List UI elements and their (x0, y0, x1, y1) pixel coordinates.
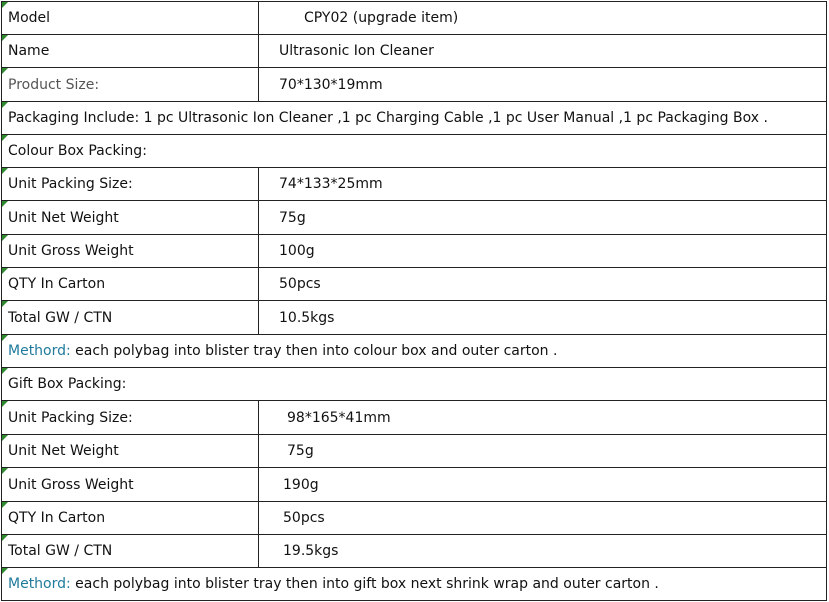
name-label: Name (8, 43, 50, 59)
row-label (1, 168, 258, 200)
row-value (258, 468, 827, 501)
cell-marker (2, 468, 8, 474)
total-gw-ctn-value: 10.5kgs (279, 309, 335, 326)
row-value (258, 201, 827, 234)
qty-in-carton-label: QTY In Carton (8, 510, 106, 526)
table-row (1, 400, 827, 434)
cell-marker (2, 502, 8, 508)
method-text: each polybag into blister tray then into gift box next shrink wrap and outer carton . (70, 576, 659, 592)
cell-marker (2, 235, 8, 241)
row-label (1, 35, 258, 67)
cell-marker (2, 401, 8, 407)
table-row (1, 101, 827, 134)
table-row (1, 534, 827, 567)
qty-in-carton-value: 50pcs (279, 276, 321, 292)
table-row (1, 300, 827, 334)
row-value (258, 2, 827, 34)
row-value (258, 235, 827, 267)
unit-net-weight-label: Unit Net Weight (8, 209, 119, 226)
cell-marker (2, 68, 8, 74)
model-value: CPY02 (upgrade item) (304, 10, 459, 26)
row-label (1, 235, 258, 267)
cell-marker (2, 168, 8, 174)
method-label: Methord: (8, 343, 71, 359)
gift-box-heading: Gift Box Packing: (8, 376, 127, 392)
total-gw-ctn-label: Total GW / CTN (8, 309, 113, 326)
row-value (258, 268, 827, 300)
cell-marker (2, 35, 8, 41)
cell-marker (2, 301, 8, 307)
table-row (1, 334, 827, 367)
unit-gross-weight-label: Unit Gross Weight (8, 243, 134, 259)
unit-gross-weight-value: 100g (279, 243, 315, 259)
unit-packing-size-value: 98*165*41mm (287, 409, 391, 426)
cell-marker (2, 568, 8, 574)
row-label (1, 2, 258, 34)
row-value (258, 35, 827, 67)
table-row (1, 501, 827, 534)
table-row (1, 434, 827, 467)
row-value (258, 68, 827, 101)
row-value (258, 401, 827, 434)
row-full (1, 102, 827, 134)
packaging-include-text: Packaging Include: 1 pc Ultrasonic Ion Cleaner ,1 pc Charging Cable ,1 pc User Manual ,1 pc Packaging Box . (8, 110, 768, 126)
table-row (1, 200, 827, 234)
table-row (1, 367, 827, 400)
qty-in-carton-label: QTY In Carton (8, 276, 106, 292)
row-label (1, 401, 258, 434)
table-row (1, 234, 827, 267)
colour-box-heading: Colour Box Packing: (8, 143, 147, 159)
total-gw-ctn-label: Total GW / CTN (8, 543, 113, 559)
row-value (258, 435, 827, 467)
row-label (1, 268, 258, 300)
table-row (1, 567, 827, 601)
cell-marker (2, 135, 8, 141)
table-row (1, 467, 827, 501)
cell-marker (2, 201, 8, 207)
row-label (1, 68, 258, 101)
total-gw-ctn-value: 19.5kgs (283, 543, 339, 559)
cell-marker (2, 368, 8, 374)
unit-packing-size-value: 74*133*25mm (279, 176, 383, 192)
unit-gross-weight-value: 190g (283, 476, 319, 493)
cell-marker (2, 335, 8, 341)
row-label (1, 502, 258, 534)
row-full (1, 335, 827, 367)
table-row (1, 134, 827, 167)
unit-net-weight-value: 75g (287, 443, 314, 459)
row-value (258, 502, 827, 534)
row-full (1, 135, 827, 167)
row-value (258, 168, 827, 200)
row-full (1, 568, 827, 600)
table-row (1, 1, 827, 34)
cell-marker (2, 2, 8, 8)
cell-marker (2, 268, 8, 274)
unit-packing-size-label: Unit Packing Size: (8, 409, 133, 426)
unit-net-weight-label: Unit Net Weight (8, 443, 119, 459)
row-label (1, 201, 258, 234)
table-row (1, 34, 827, 67)
qty-in-carton-value: 50pcs (283, 510, 325, 526)
row-label (1, 468, 258, 501)
table-row (1, 267, 827, 300)
cell-marker (2, 535, 8, 541)
unit-net-weight-value: 75g (279, 209, 306, 226)
row-full (1, 368, 827, 400)
cell-marker (2, 435, 8, 441)
table-row (1, 167, 827, 200)
unit-gross-weight-label: Unit Gross Weight (8, 476, 134, 493)
row-label (1, 435, 258, 467)
row-value (258, 535, 827, 567)
method-label: Methord: (8, 576, 71, 592)
product-size-value: 70*130*19mm (279, 76, 383, 93)
row-value (258, 301, 827, 334)
cell-marker (2, 102, 8, 108)
name-value: Ultrasonic Ion Cleaner (279, 43, 434, 59)
unit-packing-size-label: Unit Packing Size: (8, 176, 133, 192)
row-label (1, 301, 258, 334)
model-label: Model (8, 10, 51, 26)
row-label (1, 535, 258, 567)
method-text: each polybag into blister tray then into colour box and outer carton . (70, 343, 558, 359)
table-row (1, 67, 827, 101)
product-size-label: Product Size: (8, 76, 100, 93)
